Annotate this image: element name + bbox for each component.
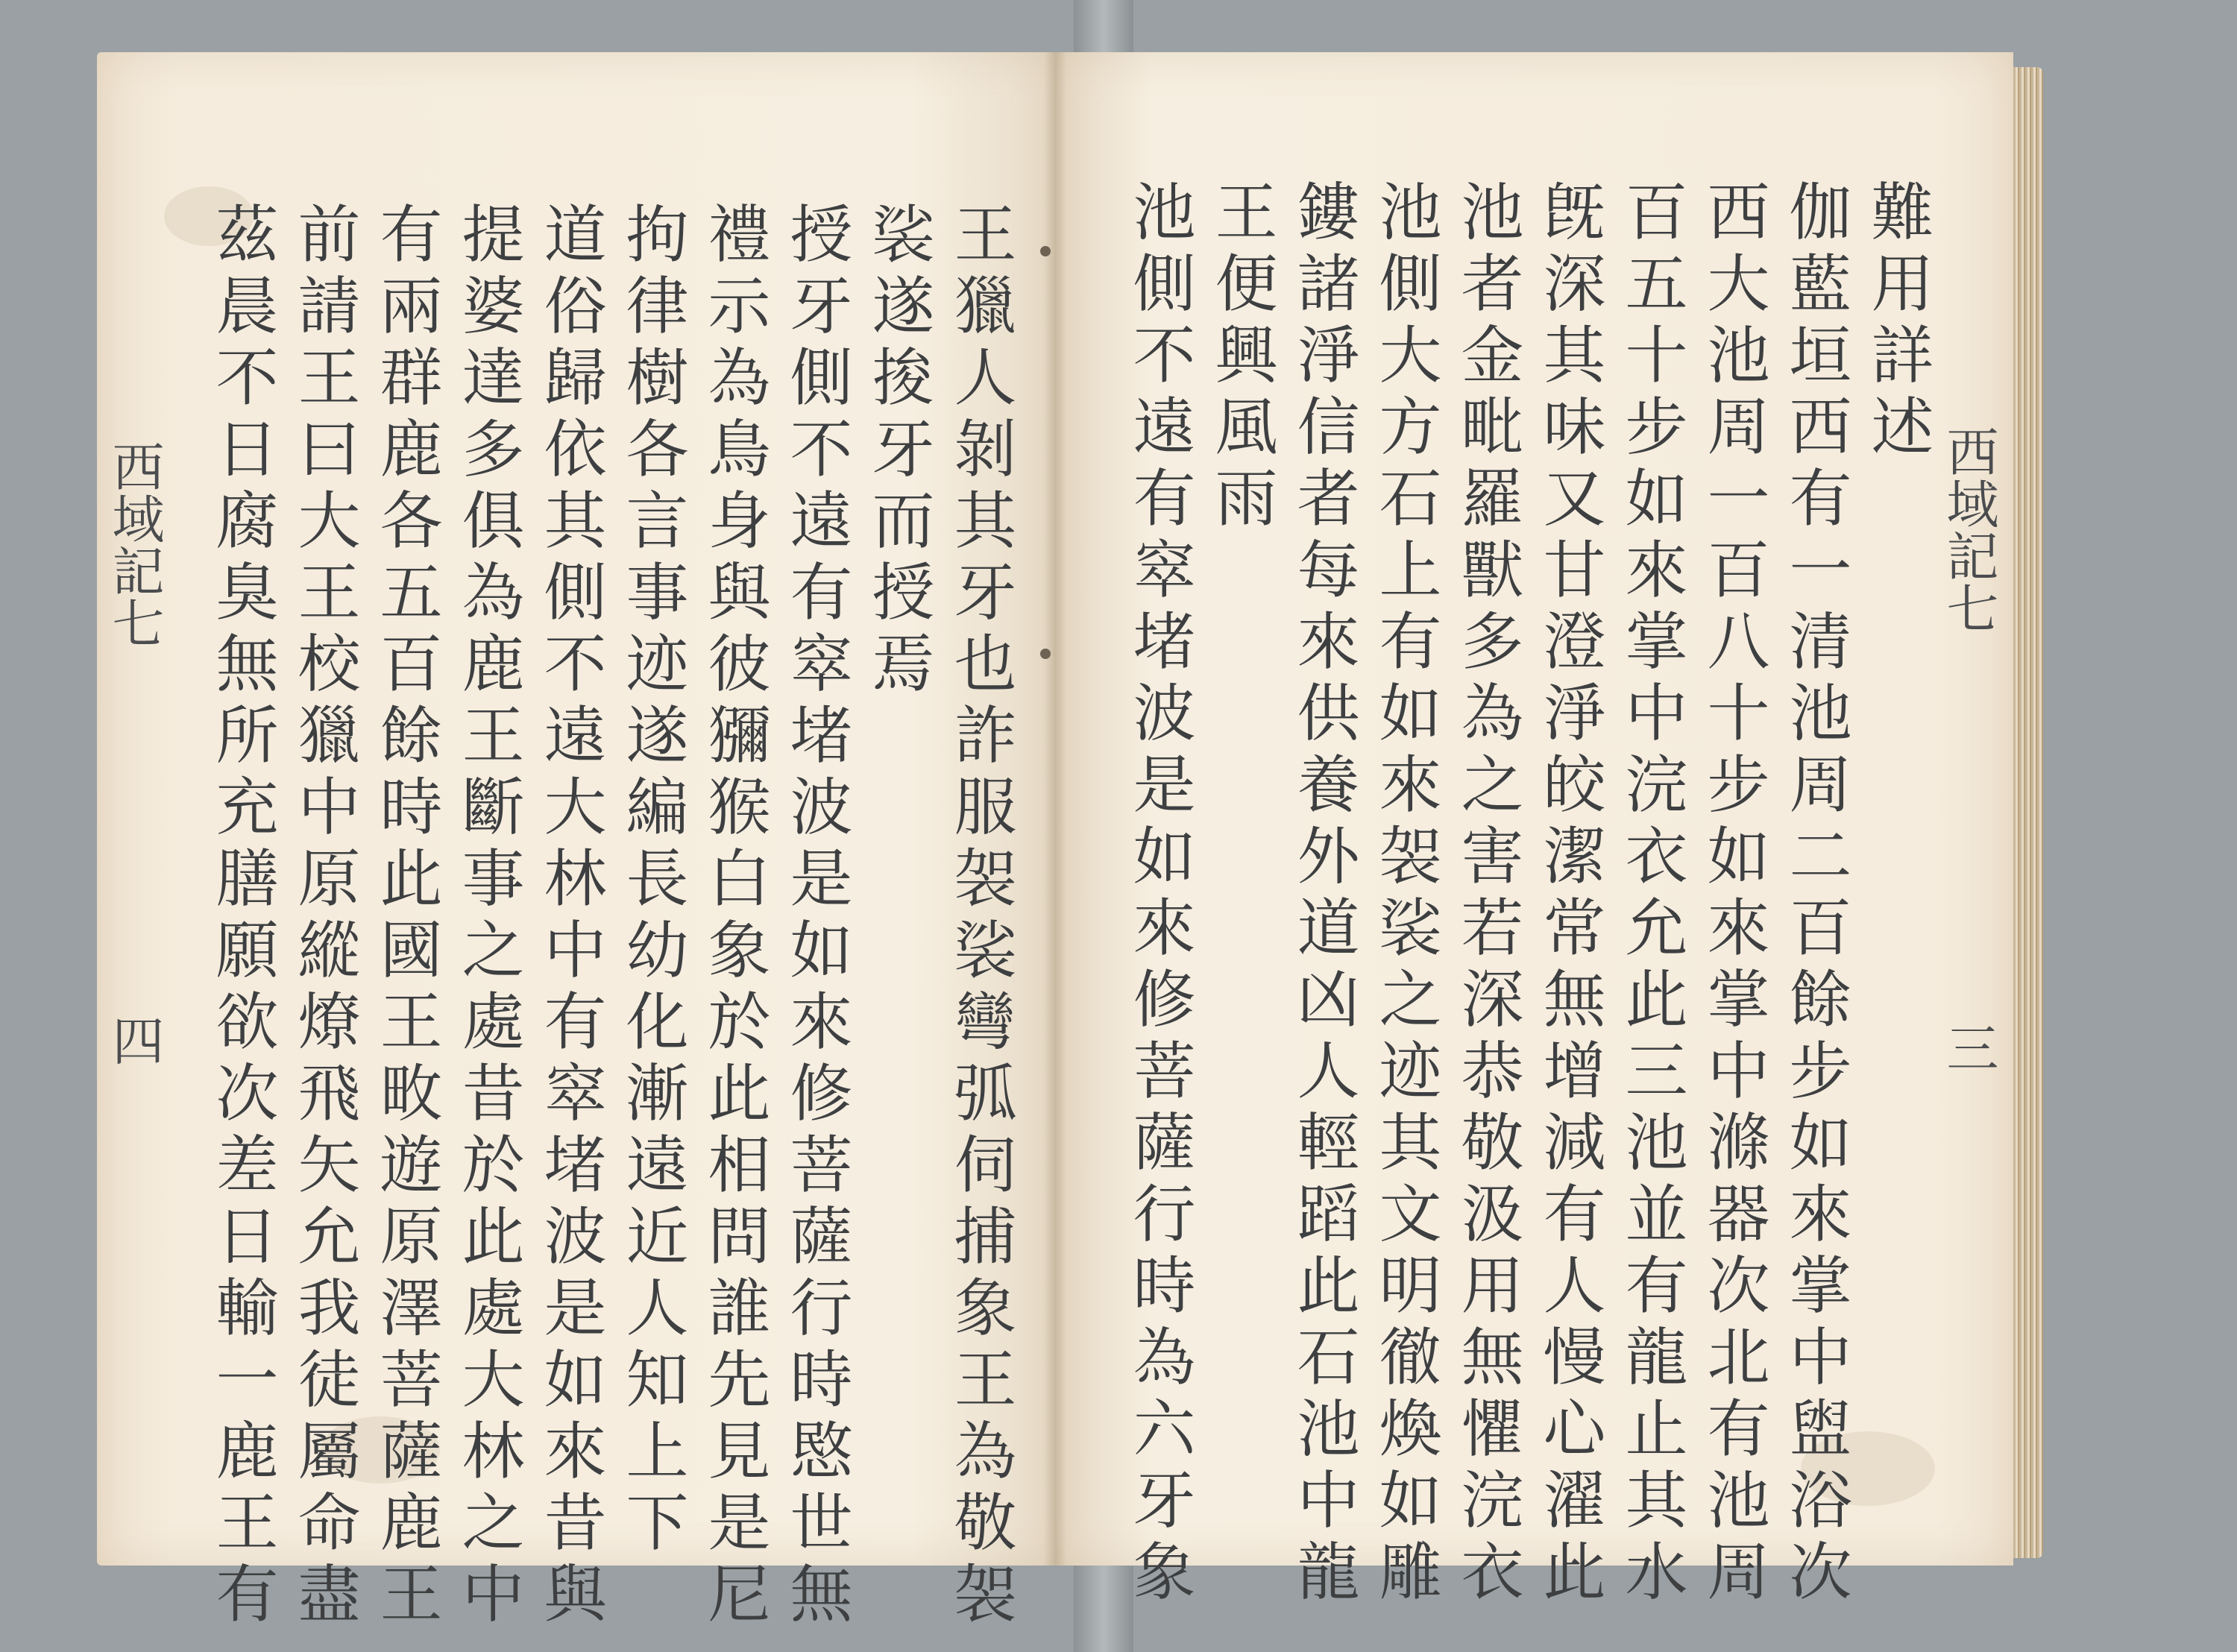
- binding-hole: [1040, 649, 1051, 659]
- text-column: 百五十步如來掌中浣衣允此三池並有龍止其水: [1615, 179, 1688, 1610]
- left-page: [97, 52, 1055, 1633]
- text-column: 王獵人剝其牙也詐服袈裟彎弧伺捕象王為敬袈: [944, 201, 1017, 1633]
- left-text-block: [142, 201, 1022, 1633]
- right-text-block: [1118, 179, 1939, 1610]
- text-column: 旣深其味又甘澄淨皎潔常無增減有人慢心濯此: [1533, 179, 1606, 1610]
- text-column: 難用詳述: [1861, 179, 1934, 465]
- text-column: 有兩群鹿各五百餘時此國王畋遊原澤菩薩鹿王: [370, 201, 443, 1633]
- text-column: 西大池周一百八十步如來掌中滌器次北有池周: [1697, 179, 1770, 1610]
- right-page-number: 三: [1938, 1021, 1999, 1074]
- page-edges: [2013, 67, 2043, 1558]
- book-gutter: [1044, 52, 1066, 1566]
- text-column: 茲晨不日腐臭無所充膳願欲次差日輸一鹿王有: [206, 201, 279, 1633]
- text-column: 前請王曰大王校獵中原縱燎飛矢允我徒屬命盡: [288, 201, 361, 1633]
- right-page: [1055, 52, 2013, 1610]
- right-margin-title: 西域記七: [1938, 425, 1999, 634]
- text-column: 池側不遠有窣堵波是如來修菩薩行時為六牙象: [1123, 179, 1196, 1610]
- binding-hole: [1040, 246, 1051, 256]
- text-column: 王便興風雨: [1205, 179, 1278, 537]
- text-column: 伽藍垣西有一清池周二百餘步如來掌中盥浴次: [1779, 179, 1852, 1610]
- open-book: [97, 52, 2051, 1633]
- text-column: 拘律樹各言事迹遂編長幼化漸遠近人知上下: [616, 201, 689, 1561]
- text-column: 授牙側不遠有窣堵波是如來修菩薩行時愍世無: [780, 201, 853, 1633]
- left-page-number: 四: [104, 1014, 165, 1066]
- text-column: 鏤諸淨信者每來供養外道凶人輕蹈此石池中龍: [1287, 179, 1360, 1610]
- text-column: 裟遂捘牙而授焉: [862, 201, 935, 702]
- text-column: 池側大方石上有如來袈裟之迹其文明徹煥如雕: [1369, 179, 1442, 1610]
- left-margin-title: 西域記七: [104, 440, 165, 649]
- text-column: 道俗歸依其側不遠大林中有窣堵波是如來昔與: [534, 201, 607, 1633]
- text-column: 池者金毗羅獸多為之害若深恭敬汲用無懼浣衣: [1451, 179, 1524, 1610]
- text-column: 提婆達多俱為鹿王斷事之處昔於此處大林之中: [452, 201, 525, 1633]
- text-column: 禮示為鳥身與彼獼猴白象於此相問誰先見是尼: [698, 201, 771, 1633]
